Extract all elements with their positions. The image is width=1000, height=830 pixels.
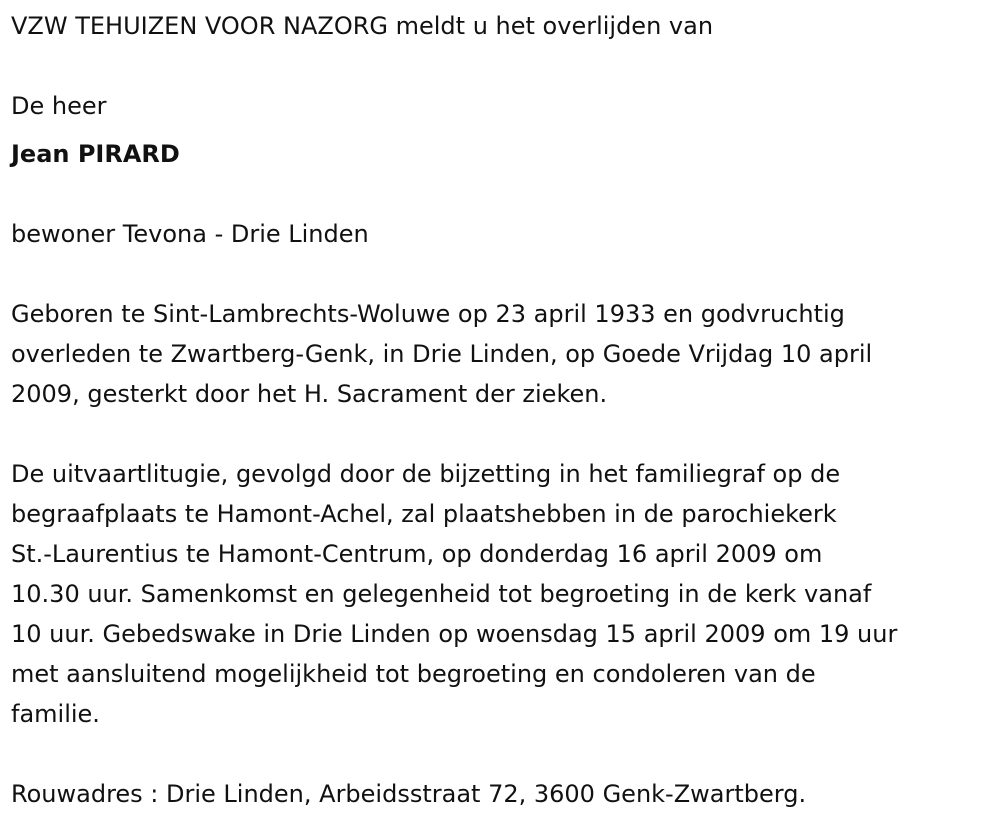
funeral-line: De uitvaartlitugie, gevolgd door de bijzetting in het familiegraf op de xyxy=(11,460,841,488)
obituary-notice xyxy=(11,6,991,814)
funeral-paragraph xyxy=(11,454,991,734)
mourning-address: Rouwadres : Drie Linden, Arbeidsstraat 72, 3600 Genk-Zwartberg. xyxy=(11,780,807,808)
funeral-line: begraafplaats te Hamont-Achel, zal plaatshebben in de parochiekerk xyxy=(11,500,837,528)
funeral-line: familie. xyxy=(11,700,100,728)
funeral-line: met aansluitend mogelijkheid tot begroeting en condoleren van de xyxy=(11,660,816,688)
funeral-line: 10.30 uur. Samenkomst en gelegenheid tot begroeting in de kerk vanaf xyxy=(11,580,872,608)
salutation: De heer xyxy=(11,92,107,120)
spacer xyxy=(11,174,991,214)
spacer xyxy=(11,46,991,86)
spacer xyxy=(11,734,991,774)
spacer xyxy=(11,414,991,454)
deceased-name: Jean PIRARD xyxy=(11,140,180,168)
role-line: bewoner Tevona - Drie Linden xyxy=(11,220,369,248)
funeral-line: St.-Laurentius te Hamont-Centrum, op donderdag 16 april 2009 om xyxy=(11,540,823,568)
birth-paragraph xyxy=(11,294,991,414)
notice-header: VZW TEHUIZEN VOOR NAZORG meldt u het overlijden van xyxy=(11,12,714,40)
funeral-line: 10 uur. Gebedswake in Drie Linden op woensdag 15 april 2009 om 19 uur xyxy=(11,620,898,648)
birth-line: overleden te Zwartberg-Genk, in Drie Linden, op Goede Vrijdag 10 april xyxy=(11,340,873,368)
birth-line: Geboren te Sint-Lambrechts-Woluwe op 23 april 1933 en godvruchtig xyxy=(11,300,845,328)
birth-line: 2009, gesterkt door het H. Sacrament der zieken. xyxy=(11,380,608,408)
spacer xyxy=(11,254,991,294)
